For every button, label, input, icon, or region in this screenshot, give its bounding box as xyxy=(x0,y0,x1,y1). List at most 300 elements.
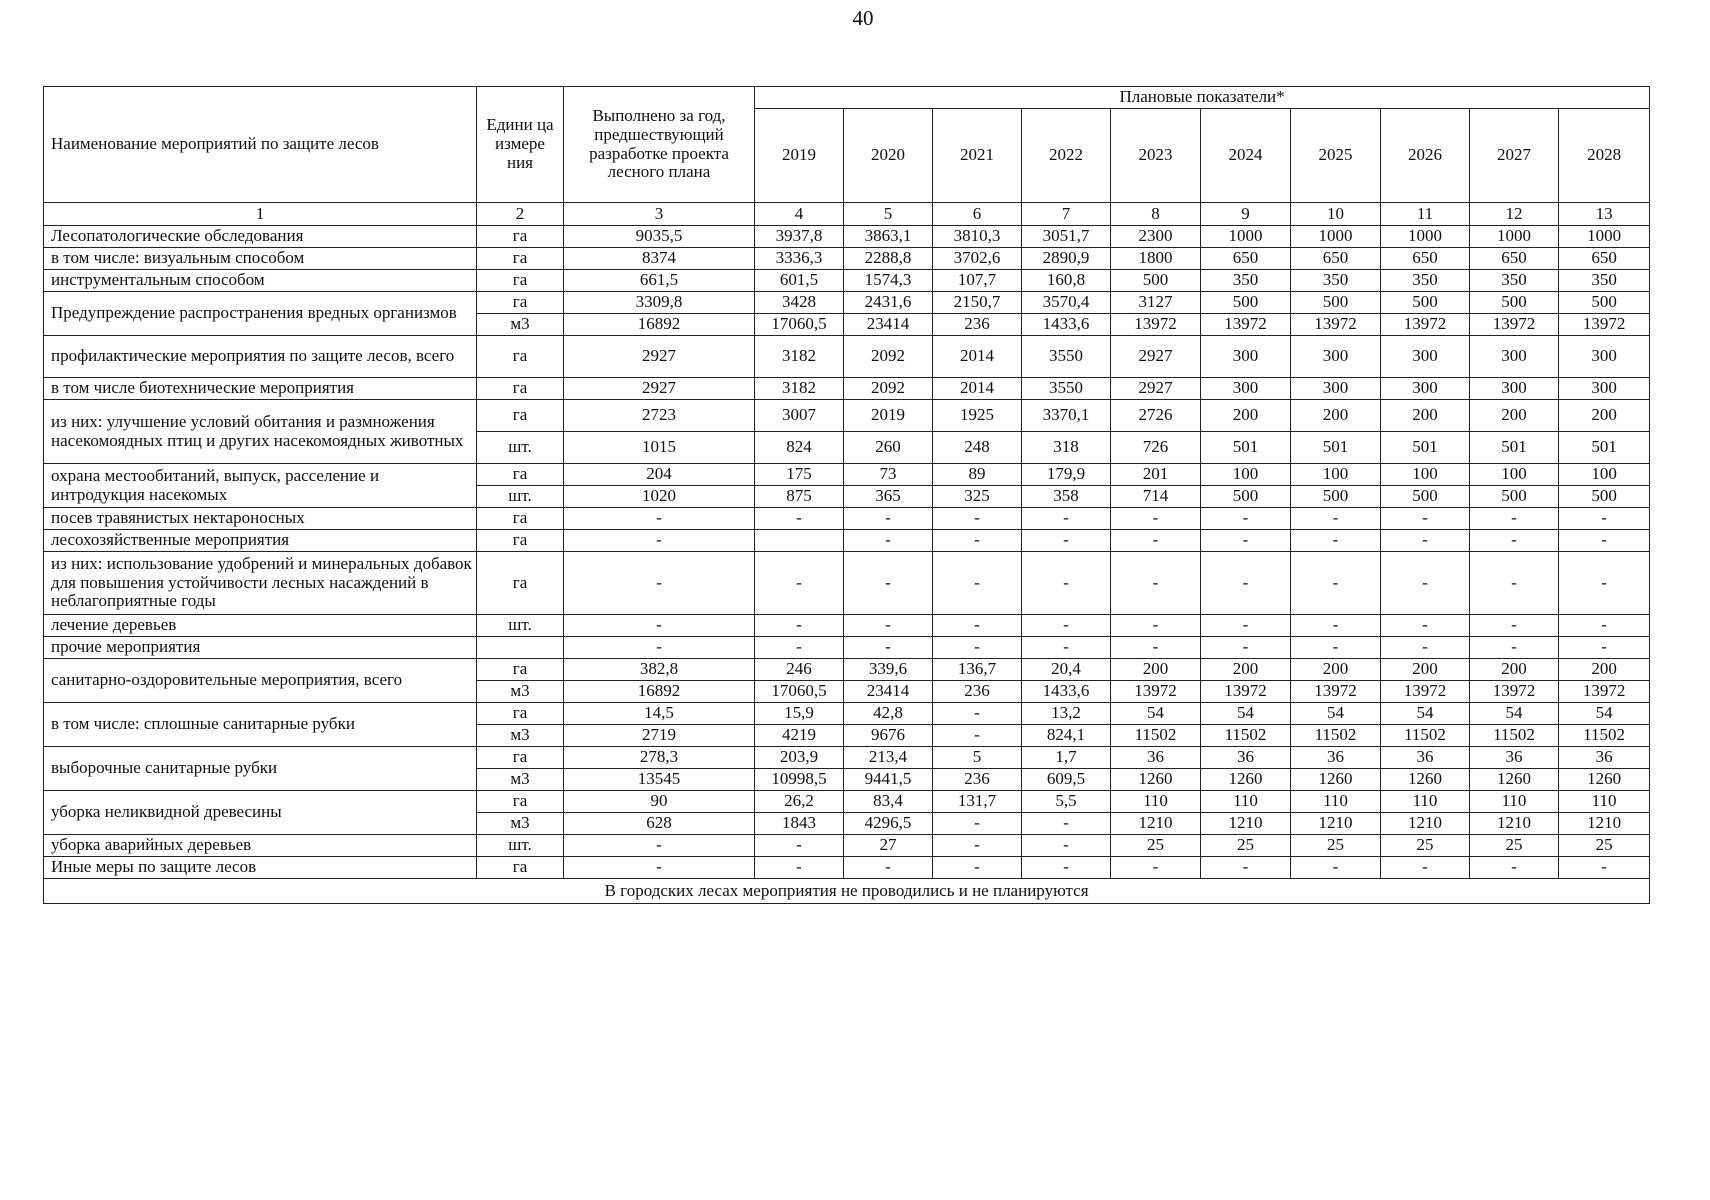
row-unit: га xyxy=(477,292,564,314)
cell-value: 300 xyxy=(1470,336,1559,378)
table-row xyxy=(44,400,1650,432)
cell-value: - xyxy=(844,637,933,659)
row-name: из них: улучшение условий обитания и размножения насекомоядных птиц и других насекомоядных животных xyxy=(44,400,477,464)
cell-value: 107,7 xyxy=(933,270,1022,292)
cell-value: 3182 xyxy=(755,336,844,378)
cell-value: 3810,3 xyxy=(933,226,1022,248)
cell-value: 15,9 xyxy=(755,703,844,725)
cell-value: 382,8 xyxy=(564,659,755,681)
column-number: 10 xyxy=(1291,203,1381,226)
cell-value: 3309,8 xyxy=(564,292,755,314)
cell-value: 1210 xyxy=(1470,813,1559,835)
cell-value: - xyxy=(1381,530,1470,552)
cell-value: 1574,3 xyxy=(844,270,933,292)
cell-value: - xyxy=(933,637,1022,659)
table-row xyxy=(44,508,1650,530)
cell-value: 3336,3 xyxy=(755,248,844,270)
cell-value: 25 xyxy=(1111,835,1201,857)
cell-value: 350 xyxy=(1559,270,1650,292)
cell-value: 13972 xyxy=(1559,314,1650,336)
cell-value: - xyxy=(1022,615,1111,637)
row-name: уборка неликвидной древесины xyxy=(44,791,477,835)
cell-value: - xyxy=(844,508,933,530)
cell-value: 1210 xyxy=(1201,813,1291,835)
cell-value: - xyxy=(1559,615,1650,637)
row-unit: га xyxy=(477,530,564,552)
cell-value: - xyxy=(1470,552,1559,615)
cell-value: 260 xyxy=(844,432,933,464)
cell-value: 1433,6 xyxy=(1022,314,1111,336)
row-name: лесохозяйственные мероприятия xyxy=(44,530,477,552)
cell-value: 131,7 xyxy=(933,791,1022,813)
cell-value: 236 xyxy=(933,314,1022,336)
cell-value: 54 xyxy=(1559,703,1650,725)
cell-value: 25 xyxy=(1201,835,1291,857)
cell-value: 3550 xyxy=(1022,336,1111,378)
cell-value: 650 xyxy=(1291,248,1381,270)
row-unit: га xyxy=(477,857,564,879)
cell-value: 2723 xyxy=(564,400,755,432)
table-row xyxy=(44,659,1650,681)
cell-value: 350 xyxy=(1381,270,1470,292)
cell-value: 650 xyxy=(1381,248,1470,270)
table-row xyxy=(44,226,1650,248)
table-header xyxy=(44,87,1650,226)
table-row xyxy=(44,336,1650,378)
cell-value: - xyxy=(564,615,755,637)
cell-value: 1000 xyxy=(1559,226,1650,248)
cell-value: 36 xyxy=(1470,747,1559,769)
cell-value: 13972 xyxy=(1201,314,1291,336)
cell-value: 300 xyxy=(1291,378,1381,400)
cell-value: 500 xyxy=(1470,486,1559,508)
cell-value xyxy=(755,530,844,552)
cell-value: 13,2 xyxy=(1022,703,1111,725)
cell-value: 628 xyxy=(564,813,755,835)
cell-value: 13972 xyxy=(1111,314,1201,336)
cell-value: 1260 xyxy=(1201,769,1291,791)
cell-value: - xyxy=(1201,508,1291,530)
cell-value: 350 xyxy=(1291,270,1381,292)
cell-value: 25 xyxy=(1291,835,1381,857)
cell-value: 17060,5 xyxy=(755,314,844,336)
cell-value: 2927 xyxy=(564,336,755,378)
table-row xyxy=(44,791,1650,813)
cell-value: 2150,7 xyxy=(933,292,1022,314)
cell-value: 300 xyxy=(1559,336,1650,378)
cell-value: 5,5 xyxy=(1022,791,1111,813)
cell-value: 13972 xyxy=(1559,681,1650,703)
table-row xyxy=(44,703,1650,725)
cell-value: 25 xyxy=(1559,835,1650,857)
cell-value: 5 xyxy=(933,747,1022,769)
cell-value: 650 xyxy=(1559,248,1650,270)
column-number: 9 xyxy=(1201,203,1291,226)
table-row xyxy=(44,615,1650,637)
cell-value: 13972 xyxy=(1201,681,1291,703)
cell-value: 200 xyxy=(1559,659,1650,681)
cell-value: 726 xyxy=(1111,432,1201,464)
row-unit: м3 xyxy=(477,769,564,791)
row-name: Лесопатологические обследования xyxy=(44,226,477,248)
cell-value: 200 xyxy=(1291,400,1381,432)
cell-value: 3550 xyxy=(1022,378,1111,400)
cell-value: 8374 xyxy=(564,248,755,270)
cell-value: 2014 xyxy=(933,378,1022,400)
cell-value: 1260 xyxy=(1111,769,1201,791)
row-unit: м3 xyxy=(477,813,564,835)
row-name: посев травянистых нектароносных xyxy=(44,508,477,530)
cell-value: 500 xyxy=(1381,292,1470,314)
cell-value: 26,2 xyxy=(755,791,844,813)
cell-value: 36 xyxy=(1381,747,1470,769)
cell-value: 13972 xyxy=(1291,314,1381,336)
cell-value: - xyxy=(1201,530,1291,552)
cell-value: 100 xyxy=(1201,464,1291,486)
cell-value: 110 xyxy=(1381,791,1470,813)
table-row xyxy=(44,248,1650,270)
row-unit: га xyxy=(477,400,564,432)
cell-value: - xyxy=(1291,857,1381,879)
year-header: 2019 xyxy=(755,109,844,203)
cell-value: 13972 xyxy=(1291,681,1381,703)
cell-value: 36 xyxy=(1559,747,1650,769)
cell-value: 100 xyxy=(1291,464,1381,486)
cell-value: 110 xyxy=(1291,791,1381,813)
cell-value: 25 xyxy=(1381,835,1470,857)
row-unit: га xyxy=(477,552,564,615)
cell-value: - xyxy=(1470,637,1559,659)
cell-value: 11502 xyxy=(1559,725,1650,747)
row-unit: га xyxy=(477,791,564,813)
cell-value: - xyxy=(1470,857,1559,879)
row-unit: га xyxy=(477,703,564,725)
cell-value: 3937,8 xyxy=(755,226,844,248)
cell-value: 2927 xyxy=(1111,378,1201,400)
cell-value: 339,6 xyxy=(844,659,933,681)
cell-value: 500 xyxy=(1201,486,1291,508)
cell-value: - xyxy=(1291,615,1381,637)
cell-value: 318 xyxy=(1022,432,1111,464)
cell-value: - xyxy=(1381,615,1470,637)
row-unit: га xyxy=(477,747,564,769)
year-header: 2025 xyxy=(1291,109,1381,203)
cell-value: 89 xyxy=(933,464,1022,486)
cell-value: - xyxy=(1022,530,1111,552)
cell-value: 73 xyxy=(844,464,933,486)
cell-value: 1843 xyxy=(755,813,844,835)
cell-value: - xyxy=(564,552,755,615)
row-unit: га xyxy=(477,659,564,681)
cell-value: 54 xyxy=(1381,703,1470,725)
cell-value: - xyxy=(1022,637,1111,659)
cell-value: 16892 xyxy=(564,314,755,336)
cell-value: 54 xyxy=(1291,703,1381,725)
cell-value: 358 xyxy=(1022,486,1111,508)
row-unit: га xyxy=(477,508,564,530)
cell-value: - xyxy=(755,857,844,879)
cell-value: 160,8 xyxy=(1022,270,1111,292)
cell-value: - xyxy=(1111,552,1201,615)
row-unit: га xyxy=(477,270,564,292)
cell-value: - xyxy=(1291,637,1381,659)
row-name: профилактические мероприятия по защите лесов, всего xyxy=(44,336,477,378)
table-row xyxy=(44,835,1650,857)
cell-value: 300 xyxy=(1559,378,1650,400)
cell-value: 20,4 xyxy=(1022,659,1111,681)
year-header: 2024 xyxy=(1201,109,1291,203)
cell-value: 213,4 xyxy=(844,747,933,769)
cell-value: 200 xyxy=(1559,400,1650,432)
table-row xyxy=(44,378,1650,400)
header-unit: Едини ца измере ния xyxy=(477,87,564,203)
column-number: 2 xyxy=(477,203,564,226)
cell-value: - xyxy=(933,530,1022,552)
cell-value: 200 xyxy=(1470,659,1559,681)
cell-value: 1000 xyxy=(1201,226,1291,248)
cell-value: - xyxy=(564,637,755,659)
column-numbers-row xyxy=(44,203,1650,226)
cell-value: - xyxy=(1022,552,1111,615)
cell-value: - xyxy=(564,530,755,552)
cell-value: 3182 xyxy=(755,378,844,400)
cell-value: 54 xyxy=(1201,703,1291,725)
cell-value: 1433,6 xyxy=(1022,681,1111,703)
cell-value: 110 xyxy=(1559,791,1650,813)
cell-value: 1210 xyxy=(1559,813,1650,835)
cell-value: 501 xyxy=(1291,432,1381,464)
cell-value: 248 xyxy=(933,432,1022,464)
cell-value: 500 xyxy=(1559,292,1650,314)
cell-value: 1210 xyxy=(1291,813,1381,835)
cell-value: - xyxy=(1201,857,1291,879)
row-name: охрана местообитаний, выпуск, расселение и интродукция насекомых xyxy=(44,464,477,508)
cell-value: - xyxy=(1559,637,1650,659)
table-row xyxy=(44,637,1650,659)
cell-value: - xyxy=(755,508,844,530)
cell-value: - xyxy=(1381,552,1470,615)
cell-value: 83,4 xyxy=(844,791,933,813)
cell-value: 650 xyxy=(1470,248,1559,270)
cell-value: 16892 xyxy=(564,681,755,703)
cell-value: 110 xyxy=(1111,791,1201,813)
cell-value: - xyxy=(844,615,933,637)
header-done: Выполнено за год, предшествующий разработке проекта лесного плана xyxy=(564,87,755,203)
cell-value: - xyxy=(1111,615,1201,637)
cell-value: 25 xyxy=(1470,835,1559,857)
footer-note: В городских лесах мероприятия не проводились и не планируются xyxy=(44,879,1650,904)
forest-protection-table xyxy=(43,86,1650,904)
cell-value: 110 xyxy=(1470,791,1559,813)
cell-value: 2019 xyxy=(844,400,933,432)
cell-value: 100 xyxy=(1381,464,1470,486)
cell-value: 300 xyxy=(1381,378,1470,400)
cell-value: 110 xyxy=(1201,791,1291,813)
header-name: Наименование мероприятий по защите лесов xyxy=(44,87,477,203)
cell-value: 2014 xyxy=(933,336,1022,378)
cell-value: 714 xyxy=(1111,486,1201,508)
table-body xyxy=(44,226,1650,879)
cell-value: 11502 xyxy=(1470,725,1559,747)
column-number: 3 xyxy=(564,203,755,226)
cell-value: 200 xyxy=(1291,659,1381,681)
cell-value: 23414 xyxy=(844,314,933,336)
cell-value: - xyxy=(1291,530,1381,552)
cell-value: 3702,6 xyxy=(933,248,1022,270)
row-unit: га xyxy=(477,464,564,486)
cell-value: - xyxy=(933,813,1022,835)
cell-value: 501 xyxy=(1201,432,1291,464)
cell-value: 236 xyxy=(933,681,1022,703)
cell-value: - xyxy=(1111,857,1201,879)
cell-value: 1000 xyxy=(1291,226,1381,248)
cell-value: 3863,1 xyxy=(844,226,933,248)
table-row xyxy=(44,270,1650,292)
row-unit: шт. xyxy=(477,835,564,857)
cell-value: 1000 xyxy=(1470,226,1559,248)
cell-value: 3051,7 xyxy=(1022,226,1111,248)
cell-value: 1210 xyxy=(1381,813,1470,835)
cell-value: - xyxy=(1022,508,1111,530)
row-unit: га xyxy=(477,336,564,378)
cell-value: - xyxy=(564,508,755,530)
row-unit: шт. xyxy=(477,486,564,508)
cell-value: - xyxy=(1381,637,1470,659)
row-name: в том числе: сплошные санитарные рубки xyxy=(44,703,477,747)
cell-value: - xyxy=(844,530,933,552)
year-header: 2028 xyxy=(1559,109,1650,203)
cell-value: - xyxy=(564,857,755,879)
row-name: инструментальным способом xyxy=(44,270,477,292)
cell-value: 13972 xyxy=(1381,681,1470,703)
cell-value: 300 xyxy=(1381,336,1470,378)
row-unit: шт. xyxy=(477,432,564,464)
table-row xyxy=(44,747,1650,769)
cell-value: - xyxy=(933,552,1022,615)
cell-value: 300 xyxy=(1291,336,1381,378)
cell-value: - xyxy=(933,725,1022,747)
cell-value: 3127 xyxy=(1111,292,1201,314)
cell-value: 1,7 xyxy=(1022,747,1111,769)
cell-value: 2927 xyxy=(564,378,755,400)
cell-value: 325 xyxy=(933,486,1022,508)
cell-value: 90 xyxy=(564,791,755,813)
cell-value: 1000 xyxy=(1381,226,1470,248)
row-name: уборка аварийных деревьев xyxy=(44,835,477,857)
cell-value: 13972 xyxy=(1111,681,1201,703)
cell-value: 601,5 xyxy=(755,270,844,292)
cell-value: - xyxy=(755,552,844,615)
cell-value: 500 xyxy=(1470,292,1559,314)
row-unit: шт. xyxy=(477,615,564,637)
cell-value: 3570,4 xyxy=(1022,292,1111,314)
cell-value: 661,5 xyxy=(564,270,755,292)
cell-value: 236 xyxy=(933,769,1022,791)
cell-value: 54 xyxy=(1111,703,1201,725)
cell-value: - xyxy=(844,552,933,615)
column-number: 13 xyxy=(1559,203,1650,226)
row-unit xyxy=(477,637,564,659)
cell-value: 300 xyxy=(1201,378,1291,400)
cell-value: 875 xyxy=(755,486,844,508)
cell-value: - xyxy=(1470,615,1559,637)
cell-value: 175 xyxy=(755,464,844,486)
cell-value: 42,8 xyxy=(844,703,933,725)
cell-value: 500 xyxy=(1381,486,1470,508)
row-name: лечение деревьев xyxy=(44,615,477,637)
cell-value: - xyxy=(1111,637,1201,659)
cell-value: 500 xyxy=(1201,292,1291,314)
cell-value: 365 xyxy=(844,486,933,508)
cell-value: 23414 xyxy=(844,681,933,703)
row-name: прочие мероприятия xyxy=(44,637,477,659)
cell-value: 500 xyxy=(1111,270,1201,292)
cell-value: 203,9 xyxy=(755,747,844,769)
cell-value: 501 xyxy=(1559,432,1650,464)
cell-value: - xyxy=(933,508,1022,530)
cell-value: 1260 xyxy=(1559,769,1650,791)
cell-value: 200 xyxy=(1381,400,1470,432)
cell-value: 501 xyxy=(1381,432,1470,464)
row-unit: м3 xyxy=(477,314,564,336)
cell-value: 200 xyxy=(1470,400,1559,432)
cell-value: - xyxy=(1559,530,1650,552)
cell-value: 246 xyxy=(755,659,844,681)
row-name: Предупреждение распространения вредных организмов xyxy=(44,292,477,336)
cell-value: 13545 xyxy=(564,769,755,791)
cell-value: - xyxy=(1559,857,1650,879)
row-name: Иные меры по защите лесов xyxy=(44,857,477,879)
cell-value: 1260 xyxy=(1291,769,1381,791)
cell-value: 11502 xyxy=(1201,725,1291,747)
cell-value: 2300 xyxy=(1111,226,1201,248)
row-unit: м3 xyxy=(477,725,564,747)
row-unit: га xyxy=(477,248,564,270)
cell-value: 11502 xyxy=(1111,725,1201,747)
cell-value: 1260 xyxy=(1470,769,1559,791)
row-name: в том числе биотехнические мероприятия xyxy=(44,378,477,400)
cell-value: - xyxy=(1381,508,1470,530)
cell-value: 1020 xyxy=(564,486,755,508)
column-number: 5 xyxy=(844,203,933,226)
cell-value: - xyxy=(1022,857,1111,879)
column-number: 12 xyxy=(1470,203,1559,226)
cell-value: 9676 xyxy=(844,725,933,747)
cell-value: 3428 xyxy=(755,292,844,314)
cell-value: 1260 xyxy=(1381,769,1470,791)
cell-value: - xyxy=(1381,857,1470,879)
cell-value: 14,5 xyxy=(564,703,755,725)
column-number: 1 xyxy=(44,203,477,226)
cell-value: 350 xyxy=(1470,270,1559,292)
year-header: 2023 xyxy=(1111,109,1201,203)
cell-value: 11502 xyxy=(1381,725,1470,747)
table-row xyxy=(44,552,1650,615)
cell-value: - xyxy=(755,835,844,857)
cell-value: - xyxy=(1201,637,1291,659)
year-header: 2022 xyxy=(1022,109,1111,203)
cell-value: 278,3 xyxy=(564,747,755,769)
cell-value: 501 xyxy=(1470,432,1559,464)
cell-value: 36 xyxy=(1111,747,1201,769)
cell-value: 36 xyxy=(1291,747,1381,769)
row-unit: м3 xyxy=(477,681,564,703)
row-name: выборочные санитарные рубки xyxy=(44,747,477,791)
cell-value: 100 xyxy=(1559,464,1650,486)
year-header: 2020 xyxy=(844,109,933,203)
cell-value: 54 xyxy=(1470,703,1559,725)
cell-value: - xyxy=(1111,530,1201,552)
